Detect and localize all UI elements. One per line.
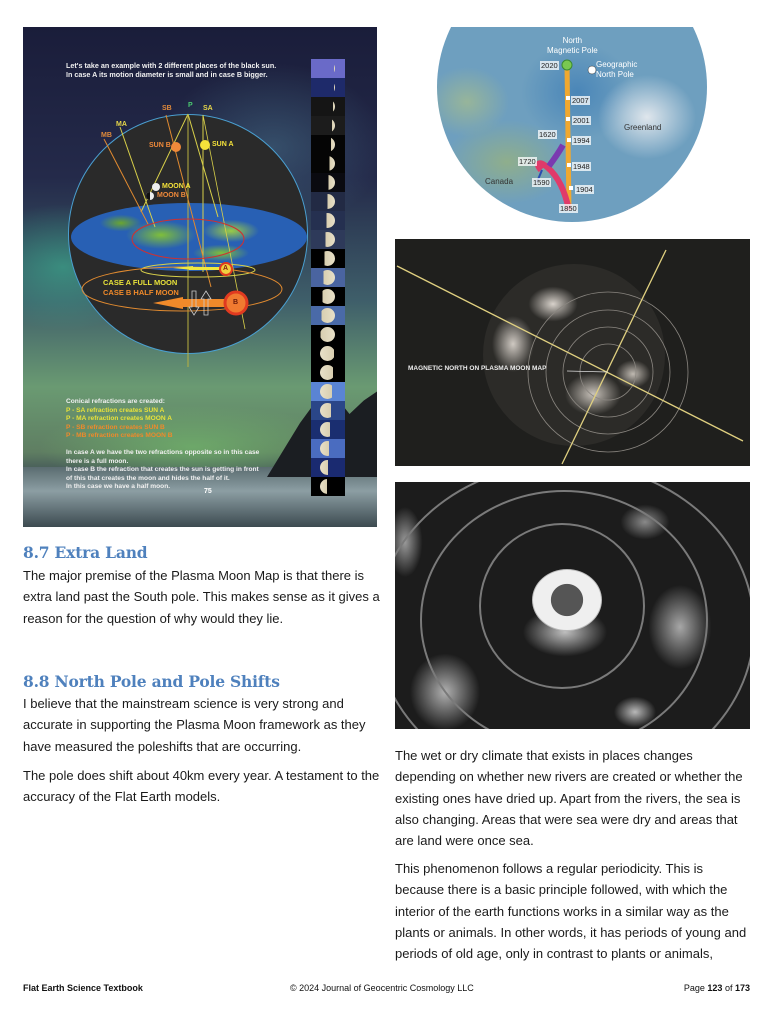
year-label: 1904 — [576, 185, 593, 194]
explanation-line: In case B the refraction that creates the sun is getting in front — [66, 466, 259, 474]
moon-phase-icon — [320, 61, 335, 76]
refraction-item: P - SA refraction creates SUN A — [66, 406, 165, 414]
moon-phase-icon — [320, 251, 335, 266]
moon-phase-cell — [311, 154, 345, 173]
refraction-item: P - MA refraction creates MOON A — [66, 415, 173, 423]
moon-phase-cell — [311, 344, 345, 363]
moon-phase-strip — [311, 59, 345, 496]
label-moon-b: MOON B — [157, 192, 186, 199]
paragraph: The wet or dry climate that exists in places changes depending on whether new rivers are created or whether the existing ones have dried up. Apart from the rivers, the sea is also changing. Areas that were sea were dry and areas that are land were once sea. — [395, 748, 743, 849]
footer-copyright: © 2024 Journal of Geocentric Cosmology LLC — [290, 983, 474, 993]
geographic-north-pole-label — [596, 60, 637, 80]
year-label: 1850 — [560, 204, 577, 213]
moon-phase-icon — [320, 460, 335, 475]
moon-phase-cell — [311, 135, 345, 154]
flat-earth-map-figure — [395, 482, 750, 729]
moon-phase-icon — [320, 80, 335, 95]
magnetic-crosshair — [395, 239, 750, 466]
section-heading-north-pole: 8.8 North Pole and Pole Shifts — [23, 672, 280, 691]
moon-phase-icon — [320, 99, 335, 114]
moon-phase-cell — [311, 173, 345, 192]
moon-phase-cell — [311, 249, 345, 268]
moon-phase-cell — [311, 230, 345, 249]
moon-phase-cell — [311, 97, 345, 116]
year-label: 1994 — [573, 136, 590, 145]
moon-phase-icon — [320, 213, 335, 228]
moon-phase-cell — [311, 268, 345, 287]
case-b-label: CASE B HALF MOON — [103, 288, 179, 297]
marker-b: B — [233, 299, 239, 306]
moon-phase-cell — [311, 363, 345, 382]
moon-phase-cell — [311, 59, 345, 78]
explanation-line: there is a full moon. — [66, 457, 129, 465]
moon-phase-icon — [320, 137, 335, 152]
label-sb: SB — [162, 105, 172, 112]
page-of: of — [724, 983, 733, 993]
moon-phase-cell — [311, 287, 345, 306]
label-sa: SA — [203, 105, 213, 112]
case-a-label: CASE A FULL MOON — [103, 278, 178, 287]
moon-phase-icon — [320, 346, 335, 361]
moon-phase-icon — [320, 384, 335, 399]
label-moon-a: MOON A — [162, 183, 191, 190]
moon-phase-icon — [320, 118, 335, 133]
moon-phase-cell — [311, 192, 345, 211]
moon-phase-cell — [311, 477, 345, 496]
section-heading-extra-land: 8.7 Extra Land — [23, 543, 148, 562]
moon-phase-icon — [320, 232, 335, 247]
moon-phase-icon — [320, 194, 335, 209]
moon-phase-icon — [320, 422, 335, 437]
paragraph: The pole does shift about 40km every year. A testament to the accuracy of the Flat Earth models. — [23, 768, 380, 805]
page-current: 123 — [707, 983, 723, 993]
moon-phase-icon — [320, 365, 335, 380]
explanation-line: In case A we have the two refractions opposite so in this case — [66, 449, 260, 456]
year-label: 2007 — [572, 96, 589, 105]
moon-phase-cell — [311, 78, 345, 97]
year-label: 2020 — [541, 61, 558, 70]
year-label: 1590 — [533, 178, 550, 187]
refraction-item: P - SB refraction creates SUN B — [66, 423, 165, 431]
refraction-item: P - MB refraction creates MOON B — [66, 432, 173, 440]
moon-phase-icon — [320, 479, 335, 494]
footer-title: Flat Earth Science Textbook — [23, 983, 143, 993]
moon-phase-cell — [311, 306, 345, 325]
page-prefix: Page — [683, 983, 705, 993]
magnetic-pole-map-figure — [437, 27, 707, 222]
label-p: P — [188, 102, 193, 109]
moon-phase-icon — [320, 403, 335, 418]
moon-phase-cell — [311, 458, 345, 477]
label-sun-a: SUN A — [212, 141, 234, 148]
label-line: Geographic — [596, 60, 638, 69]
intro-line: Let's take an example with 2 different places of the black sun. — [66, 61, 277, 70]
moon-phase-icon — [320, 270, 335, 285]
paragraph: I believe that the mainstream science is very strong and accurate in supporting the Plasma Moon framework as they have measured the poleshifts that are occurring. — [23, 696, 366, 754]
moon-phase-icon — [320, 308, 335, 323]
moon-phase-cell — [311, 420, 345, 439]
diagram-explanation — [66, 449, 281, 492]
footer-page-indicator — [684, 983, 750, 993]
north-magnetic-pole-label — [547, 36, 598, 56]
moon-phase-diagram-figure — [23, 27, 377, 527]
moon-phase-icon — [320, 327, 335, 342]
label-ma: MA — [116, 121, 127, 128]
label-line: North Pole — [596, 70, 634, 79]
case-legend — [103, 278, 179, 298]
refractions-list — [66, 398, 173, 441]
year-label: 1720 — [519, 157, 536, 166]
year-label: 1948 — [573, 162, 590, 171]
moon-phase-icon — [320, 289, 335, 304]
refractions-title: Conical refractions are created: — [66, 398, 165, 405]
paragraph: This phenomenon follows a regular periodicity. This is because there is a basic principle followed, with which the interior of the earth functions works in a similar way as the plants or animals. In other words, it has periods of young and periods of old age, only in contrast to plants or animals, — [395, 861, 747, 962]
magnetic-north-label: MAGNETIC NORTH ON PLASMA MOON MAP — [408, 365, 547, 372]
moon-phase-cell — [311, 211, 345, 230]
north-pole-center — [532, 569, 602, 631]
label-line: North — [562, 36, 583, 45]
explanation-line: In this case we have a half moon. — [66, 483, 171, 491]
label-sun-b: SUN B — [149, 142, 171, 149]
moon-phase-cell — [311, 325, 345, 344]
canada-label: Canada — [485, 177, 514, 186]
marker-a: A — [223, 265, 229, 272]
label-line: Magnetic Pole — [547, 46, 598, 55]
moon-phase-cell — [311, 439, 345, 458]
year-label: 2001 — [573, 116, 590, 125]
paragraph: The major premise of the Plasma Moon Map is that there is extra land past the South pole. This makes sense as it gives a reason for the question of why would they lie. — [23, 568, 380, 626]
explanation-line: of this that creates the moon and hides the half of it. — [66, 474, 230, 482]
greenland-label: Greenland — [624, 123, 662, 132]
plasma-moon-magnetic-north-figure — [395, 239, 750, 466]
label-mb: MB — [101, 132, 112, 139]
year-label: 1620 — [539, 130, 556, 139]
footer-book-title — [23, 983, 143, 993]
figure-page-number: 75 — [204, 488, 212, 495]
moon-phase-icon — [320, 156, 335, 171]
moon-phase-icon — [320, 441, 335, 456]
page-total: 173 — [734, 983, 750, 993]
moon-phase-icon — [320, 175, 335, 190]
moon-phase-cell — [311, 382, 345, 401]
intro-line: In case A its motion diameter is small and in case B bigger. — [66, 70, 268, 79]
moon-phase-cell — [311, 116, 345, 135]
moon-phase-cell — [311, 401, 345, 420]
